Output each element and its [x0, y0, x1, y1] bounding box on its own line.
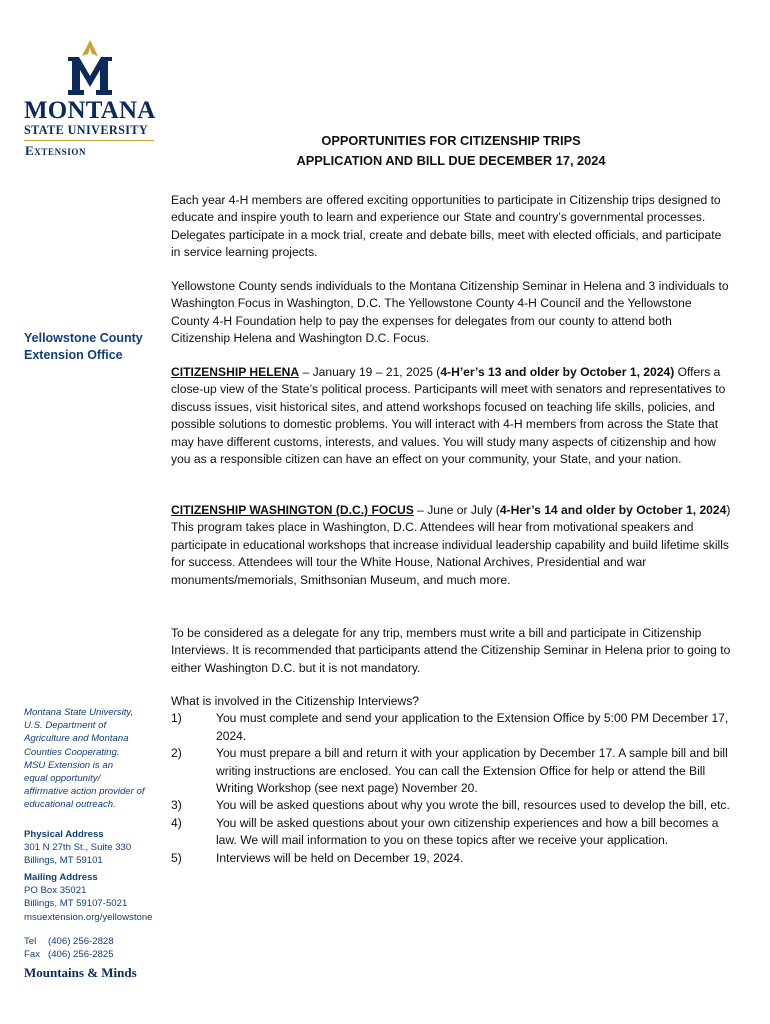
list-item-text: You must complete and send your application to the Extension Office by 5:00 PM December 17, 2024.: [216, 711, 729, 743]
interviews-section: [171, 693, 731, 867]
tel-number[interactable]: (406) 256-2828: [48, 936, 114, 947]
interviews-heading: What is involved in the Citizenship Interviews?: [171, 694, 420, 708]
office-name-line-1: Yellowstone County: [24, 331, 143, 345]
msu-m-mountain-icon: [65, 40, 115, 96]
physical-address: [24, 828, 131, 868]
dc-heading: CITIZENSHIP WASHINGTON (D.C.) FOCUS: [171, 503, 414, 517]
fax-row: [24, 948, 114, 961]
list-item-text: You must prepare a bill and return it with your application by December 17. A sample bill and bill writing instructions are enclosed. You can call the Extension Office for help or attend the Bill Writing Workshop (see next page) November 20.: [216, 746, 728, 796]
tel-label: Tel: [24, 936, 37, 947]
helena-dates: – January 19 – 21, 2025 (: [299, 365, 441, 379]
list-item: [171, 850, 731, 867]
list-item-number: 2): [171, 746, 182, 761]
intro-paragraph: Each year 4-H members are offered exciting opportunities to participate in Citizenship trips designed to educate and inspire youth to learn and experience our State and country’s governmental processes. Delegates participate in a mock trial, create and debate bills, meet with elected officials, and participate in service learning projects.: [171, 193, 722, 260]
document-title: [171, 131, 731, 171]
list-item: [171, 797, 731, 814]
logo-divider: [24, 140, 154, 141]
title-line-1: OPPORTUNITIES FOR CITIZENSHIP TRIPS: [321, 133, 581, 148]
mailing-address-label: Mailing Address: [24, 872, 98, 883]
office-name-line-2: Extension Office: [24, 348, 123, 362]
fax-number: (406) 256-2825: [48, 949, 114, 961]
county-paragraph: Yellowstone County sends individuals to the Montana Citizenship Seminar in Helena and 3 individuals to Washington Focus in Washington, D.C. The Yellowstone County 4-H Council and the Yellowstone County 4-H Foundation help to pay the expenses for delegates from our county to attend both Citizenship Helena and Washington D.C. Focus.: [171, 279, 729, 346]
msu-extension-logo: [24, 40, 156, 159]
logo-montana-text: MONTANA: [24, 97, 156, 124]
list-item-number: 3): [171, 798, 182, 813]
dc-body: ) This program takes place in Washington, D.C. Attendees will hear from motivational speakers and participate in educational workshops that increase individual leadership capability and build lifetime skills for success. Attendees will tour the White House, National Archives, Presidential and war monuments/memorials, Smithsonian Museum, and much more.: [171, 503, 731, 587]
dc-eligibility: 4-Her’s 14 and older by October 1, 2024: [499, 503, 727, 517]
office-name: [24, 330, 143, 364]
tagline: Mountains & Minds: [24, 965, 137, 980]
list-item-number: 4): [171, 815, 182, 830]
title-line-2: APPLICATION AND BILL DUE DECEMBER 17, 2024: [296, 153, 606, 168]
list-item-number: 1): [171, 711, 182, 726]
delegate-paragraph: To be considered as a delegate for any trip, members must write a bill and participate in Citizenship Interviews. It is recommended that participants attend the Citizenship Seminar in Helena prior to going to either Washington D.C. but it is not mandatory.: [171, 626, 731, 675]
fax-label: Fax: [24, 949, 40, 961]
disclaimer-line: equal opportunity/: [24, 773, 101, 785]
disclaimer-line: Counties Cooperating.: [24, 746, 120, 758]
helena-eligibility: 4-H’er’s 13 and older by October 1, 2024): [440, 365, 675, 379]
list-item: [171, 815, 731, 850]
physical-address-label: Physical Address: [24, 829, 104, 840]
disclaimer-line: affirmative action provider of: [24, 786, 145, 798]
equal-opportunity-statement: [24, 706, 164, 812]
interview-requirements-list: [171, 710, 731, 867]
mailing-address: [24, 871, 153, 924]
disclaimer-line: educational outreach.: [24, 799, 116, 811]
helena-body: Offers a close-up view of the State’s political process. Participants will meet with senators and representatives to discuss issues, visit historical sites, and attend workshops focused on teaching life skills, policies, and possible solutions to domestic problems. You will interact with 4-H members from across the State that may have different customs, interests, and values. You will study many aspects of citizenship and how you as a responsible citizen can have an effect on your community, your State, and your nation.: [171, 365, 726, 467]
disclaimer-line: U.S. Department of: [24, 720, 107, 732]
dc-dates: – June or July (: [413, 503, 500, 517]
list-item-text: You will be asked questions about your own citizenship experiences and how a bill becomes a law. We will mail information to you on these topics after we receive your application.: [216, 815, 719, 848]
list-item: [171, 710, 731, 745]
disclaimer-line: Montana State University,: [24, 707, 134, 718]
list-item: [171, 745, 731, 797]
dc-section: [171, 502, 731, 589]
website-link[interactable]: msuextension.org/yellowstone: [24, 911, 153, 923]
phone-row: [24, 935, 114, 948]
list-item-text: You will be asked questions about why you wrote the bill, resources used to develop the bill, etc.: [216, 798, 730, 813]
mailing-address-line: PO Box 35021: [24, 885, 87, 897]
physical-address-line: 301 N 27th St., Suite 330: [24, 842, 132, 854]
physical-address-line: Billings, MT 59101: [24, 855, 103, 867]
disclaimer-line: MSU Extension is an: [24, 759, 114, 771]
list-item-number: 5): [171, 850, 182, 865]
helena-section: [171, 364, 731, 468]
logo-university-text: STATE UNIVERSITY: [24, 123, 149, 137]
contact-numbers: [24, 935, 114, 961]
list-item-text: Interviews will be held on December 19, 2024.: [216, 850, 464, 865]
logo-extension-text: Extension: [25, 143, 87, 158]
disclaimer-line: Agriculture and Montana: [24, 733, 129, 745]
mailing-address-line: Billings, MT 59107-5021: [24, 898, 128, 910]
helena-heading: CITIZENSHIP HELENA: [171, 365, 300, 379]
